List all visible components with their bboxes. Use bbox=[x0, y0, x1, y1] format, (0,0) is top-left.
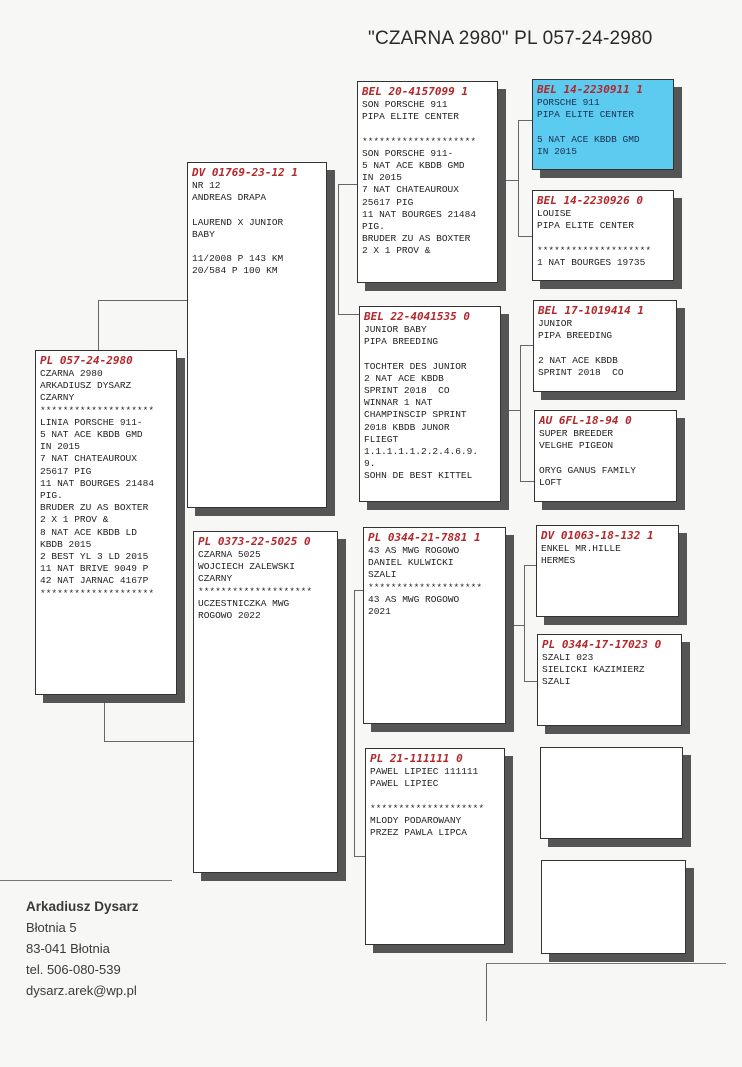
ring-number: BEL 14-2230911 1 bbox=[537, 83, 643, 96]
dam-dam-details bbox=[370, 766, 500, 839]
detail-line: VELGHE PIGEON bbox=[539, 440, 614, 452]
breeder-address bbox=[26, 896, 139, 1001]
detail-line: CZARNY bbox=[40, 392, 75, 404]
dam-dam bbox=[365, 748, 505, 945]
detail-line bbox=[192, 204, 322, 216]
detail-line: SOHN DE BEST KITTEL bbox=[364, 470, 473, 482]
detail-line: SZALI bbox=[542, 676, 571, 688]
detail-line: PIPA ELITE CENTER bbox=[537, 109, 634, 121]
detail-line: 25617 PIG bbox=[40, 465, 92, 477]
dam-sire-dam bbox=[537, 634, 682, 726]
ring-number: DV 01063-18-132 1 bbox=[541, 529, 654, 542]
detail-line: UCZESTNICZKA MWG bbox=[198, 597, 290, 609]
connector bbox=[328, 184, 360, 312]
connector bbox=[104, 696, 195, 742]
detail-line: ANDREAS DRAPA bbox=[192, 192, 267, 204]
detail-line: BRUDER ZU AS BOXTER bbox=[40, 502, 149, 514]
detail-line: PRZEZ PAWLA LIPCA bbox=[370, 827, 467, 839]
ring-number: DV 01769-23-12 1 bbox=[192, 166, 298, 179]
ssd-details bbox=[537, 208, 669, 269]
detail-line bbox=[192, 241, 322, 253]
detail-line: NR 12 bbox=[192, 180, 221, 191]
detail-line: JUNIOR BABY bbox=[364, 324, 427, 335]
detail-line: 2 X 1 PROV & bbox=[362, 245, 431, 257]
detail-line: 5 NAT ACE KBDB GMD bbox=[537, 133, 640, 145]
detail-line: PIPA BREEDING bbox=[364, 336, 439, 348]
dam-details bbox=[198, 549, 333, 622]
detail-line: JUNIOR bbox=[538, 318, 573, 329]
detail-line: ENKEL MR.HILLE bbox=[541, 543, 621, 554]
separator-line bbox=[486, 963, 488, 1021]
dam-sire bbox=[363, 527, 506, 724]
detail-line: 2 BEST YL 3 LD 2015 bbox=[40, 551, 149, 563]
detail-line: SIELICKI KAZIMIERZ bbox=[542, 664, 645, 676]
ring-number: PL 0344-17-17023 0 bbox=[542, 638, 662, 651]
detail-line: PIPA ELITE CENTER bbox=[537, 220, 634, 232]
sss-details bbox=[537, 97, 669, 158]
detail-line: FLIEGT bbox=[364, 433, 399, 445]
sire-sire-sire bbox=[532, 79, 674, 170]
detail-line: 1 NAT BOURGES 19735 bbox=[537, 256, 646, 268]
detail-line: PIPA BREEDING bbox=[538, 330, 613, 342]
detail-line bbox=[538, 342, 672, 354]
sire-sire-details bbox=[362, 99, 493, 258]
detail-line bbox=[364, 348, 496, 360]
ring-number: BEL 20-4157099 1 bbox=[362, 85, 468, 98]
detail-line: CZARNA 5025 bbox=[198, 549, 261, 560]
detail-line: ROGOWO 2022 bbox=[198, 610, 261, 622]
dsd-details bbox=[542, 652, 677, 689]
ring-number: BEL 14-2230926 0 bbox=[537, 194, 643, 207]
detail-line: SPRINT 2018 CO bbox=[538, 366, 624, 378]
detail-line: DANIEL KULWICKI bbox=[368, 557, 454, 569]
detail-line: 2 NAT ACE KBDB bbox=[538, 354, 618, 366]
dam-dam-dam bbox=[541, 860, 686, 954]
detail-line: 2021 bbox=[368, 606, 391, 618]
detail-line: 9. bbox=[364, 458, 376, 470]
connector bbox=[338, 184, 340, 314]
detail-line: 2018 KBDB JUNOR bbox=[364, 421, 450, 433]
detail-line: ARKADIUSZ DYSARZ bbox=[40, 380, 132, 392]
ring-number: PL 057-24-2980 bbox=[40, 354, 133, 367]
connector bbox=[98, 300, 189, 351]
detail-line: 25617 PIG bbox=[362, 196, 414, 208]
detail-line: PIG. bbox=[362, 221, 385, 233]
ring-number: BEL 17-1019414 1 bbox=[538, 304, 644, 317]
detail-line: SZALI bbox=[368, 569, 397, 581]
detail-line: 5 NAT ACE KBDB GMD bbox=[362, 160, 465, 172]
detail-line: 11/2008 P 143 KM bbox=[192, 253, 284, 265]
detail-line: PIPA ELITE CENTER bbox=[362, 111, 459, 123]
connector bbox=[338, 314, 360, 316]
detail-line: BRUDER ZU AS BOXTER bbox=[362, 233, 471, 245]
detail-line: KBDB 2015 bbox=[40, 538, 92, 550]
detail-line: PAWEL LIPIEC 111111 bbox=[370, 766, 479, 777]
detail-line: HERMES bbox=[541, 555, 576, 567]
dam-sire-details bbox=[368, 545, 501, 618]
detail-line: PIG. bbox=[40, 490, 63, 502]
ring-number: AU 6FL-18-94 0 bbox=[539, 414, 632, 427]
detail-line: IN 2015 bbox=[362, 172, 402, 184]
detail-line: 2 NAT ACE KBDB bbox=[364, 372, 444, 384]
breeder-email: dysarz.arek@wp.pl bbox=[26, 983, 137, 998]
detail-line: 20/584 P 100 KM bbox=[192, 265, 278, 277]
breeder-name: Arkadiusz Dysarz bbox=[26, 899, 139, 914]
detail-line: CHAMPINSCIP SPRINT bbox=[364, 409, 467, 421]
connector bbox=[518, 120, 533, 237]
detail-line: SUPER BREEDER bbox=[539, 428, 614, 439]
sire bbox=[187, 162, 327, 508]
detail-line: SON PORSCHE 911- bbox=[362, 147, 454, 159]
detail-line: ******************** bbox=[362, 135, 477, 147]
detail-line: 11 NAT BOURGES 21484 bbox=[40, 477, 155, 489]
detail-line: WOJCIECH ZALEWSKI bbox=[198, 561, 295, 573]
sire-sire bbox=[357, 81, 498, 283]
detail-line: LAUREND X JUNIOR bbox=[192, 216, 284, 228]
connector bbox=[498, 180, 518, 182]
detail-line bbox=[362, 123, 493, 135]
detail-line: 42 NAT JARNAC 4167P bbox=[40, 575, 149, 587]
bird-details bbox=[40, 368, 172, 600]
detail-line: CZARNY bbox=[198, 573, 233, 585]
detail-line: SPRINT 2018 CO bbox=[364, 385, 450, 397]
detail-line bbox=[537, 121, 669, 133]
dss-details bbox=[541, 543, 674, 567]
detail-line: ******************** bbox=[40, 587, 155, 599]
sire-dam-sire bbox=[533, 300, 677, 392]
detail-line: 7 NAT CHATEAUROUX bbox=[40, 453, 137, 465]
ring-number: BEL 22-4041535 0 bbox=[364, 310, 470, 323]
detail-line: ******************** bbox=[198, 585, 313, 597]
separator-line bbox=[486, 963, 726, 964]
dam bbox=[193, 531, 338, 873]
detail-line: PORSCHE 911 bbox=[537, 97, 600, 108]
ring-number: PL 0373-22-5025 0 bbox=[198, 535, 311, 548]
detail-line bbox=[537, 232, 669, 244]
sdd-details bbox=[539, 428, 672, 489]
detail-line: ******************** bbox=[537, 244, 652, 256]
detail-line: MLODY PODAROWANY bbox=[370, 814, 462, 826]
detail-line: 43 AS MWG ROGOWO bbox=[368, 545, 460, 556]
sire-sire-dam bbox=[532, 190, 674, 281]
separator-line bbox=[0, 880, 172, 881]
detail-line: 11 NAT BRIVE 9049 P bbox=[40, 563, 149, 575]
detail-line: LOFT bbox=[539, 476, 562, 488]
detail-line: LINIA PORSCHE 911- bbox=[40, 416, 143, 428]
detail-line: 5 NAT ACE KBDB GMD bbox=[40, 429, 143, 441]
sire-dam-dam bbox=[534, 410, 677, 502]
detail-line: LOUISE bbox=[537, 208, 572, 219]
detail-line: IN 2015 bbox=[40, 441, 80, 453]
detail-line: WINNAR 1 NAT bbox=[364, 397, 433, 409]
detail-line bbox=[370, 790, 500, 802]
detail-line: ******************** bbox=[368, 581, 483, 593]
dam-sire-sire bbox=[536, 525, 679, 617]
dam-dam-sire bbox=[540, 747, 683, 839]
ring-number: PL 21-111111 0 bbox=[370, 752, 463, 765]
detail-line: 7 NAT CHATEAUROUX bbox=[362, 184, 459, 196]
detail-line: ORYG GANUS FAMILY bbox=[539, 464, 636, 476]
detail-line: 2 X 1 PROV & bbox=[40, 514, 109, 526]
pedigree-bird bbox=[35, 350, 177, 695]
sds-details bbox=[538, 318, 672, 379]
detail-line: CZARNA 2980 bbox=[40, 368, 103, 379]
detail-line: IN 2015 bbox=[537, 145, 577, 157]
detail-line: SZALI 023 bbox=[542, 652, 594, 663]
page-title: "CZARNA 2980" PL 057-24-2980 bbox=[368, 28, 653, 49]
detail-line: ******************** bbox=[370, 802, 485, 814]
sire-dam-details bbox=[364, 324, 496, 483]
detail-line: TOCHTER DES JUNIOR bbox=[364, 360, 467, 372]
detail-line: SON PORSCHE 911 bbox=[362, 99, 448, 110]
sire-dam bbox=[359, 306, 501, 502]
ring-number: PL 0344-21-7881 1 bbox=[368, 531, 481, 544]
breeder-street: Błotnia 5 bbox=[26, 920, 77, 935]
detail-line: BABY bbox=[192, 228, 215, 240]
breeder-city: 83-041 Błotnia bbox=[26, 941, 110, 956]
detail-line bbox=[539, 452, 672, 464]
detail-line: ******************** bbox=[40, 404, 155, 416]
detail-line: 8 NAT ACE KBDB LD bbox=[40, 526, 137, 538]
detail-line: PAWEL LIPIEC bbox=[370, 778, 439, 790]
sire-details bbox=[192, 180, 322, 278]
detail-line: 11 NAT BOURGES 21484 bbox=[362, 208, 477, 220]
connector bbox=[498, 410, 520, 412]
breeder-phone: tel. 506-080-539 bbox=[26, 962, 121, 977]
detail-line: 1.1.1.1.1.2.2.4.6.9. bbox=[364, 446, 479, 458]
detail-line: 43 AS MWG ROGOWO bbox=[368, 593, 460, 605]
connector bbox=[505, 625, 524, 627]
